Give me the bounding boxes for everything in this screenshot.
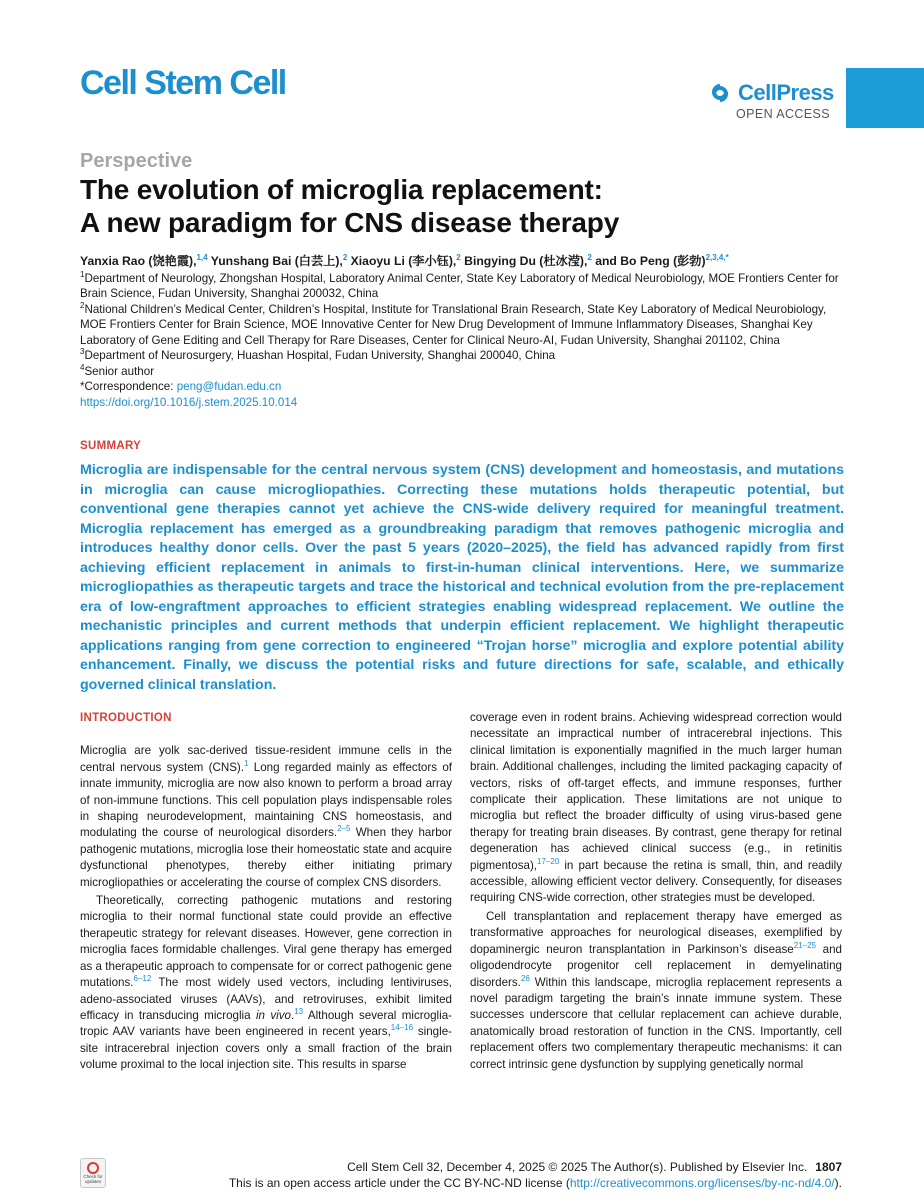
body-text: coverage even in rodent brains. Achieving widespread correction would necessitate an impractical number of intracerebral injections. This clinical limitation is exponentially magnified in the much larger human brain. Additional challenges, including the limited packaging capacity of vectors, risks of off-target effects, and immune responses, further complicate their application. These limitations are not unique to microglia but reflect the broader difficulty of using virus-based gene therapy for treating brain diseases. By contrast, gene therapy for retinal degeneration has achieved clinical success (e.g., in retinitis pigmentosa), — [470, 711, 842, 872]
open-access-label: OPEN ACCESS — [736, 107, 831, 121]
author-affiliation-ref: 2 — [587, 252, 592, 262]
check-for-updates-button[interactable] — [80, 1158, 106, 1188]
cellpress-mark-icon — [706, 80, 734, 106]
affiliation-1: $^1$Department of Neurology, Zhongshan Hospital, Laboratory Animal Center, State Key Laboratory of Medical Neurobiology, MOE Frontiers Center for Brain Science, Fudan University, Shanghai 200032, China — [80, 269, 839, 300]
page-number: 1807 — [815, 1160, 842, 1174]
affiliation-2: $^2$National Children’s Medical Center, Children’s Hospital, Institute for Translational Brain Research, State Key Laboratory of Medical Neurobiology, MOE Frontiers Center for Brain Science, MOE Innovative Center for New Drug Development of Immune Inflammatory Diseases, Shanghai Key Laboratory of Gene Editing and Cell Therapy for Rare Diseases, Center for Clinical Neuro-AI, Fudan University, Shanghai 201102, China — [80, 300, 827, 347]
body-text: When they harbor pathogenic mutations, microglia lose their homeostatic state and acquire dysfunctional phenotypes, thereby either initiating primary microgliopathies or accelerating the course of complex CNS disorders. — [80, 826, 452, 889]
body-text: Microglia are yolk sac-derived tissue-resident immune cells in the central nervous system (CNS). — [80, 744, 452, 774]
affiliation-4: $^4$Senior author — [80, 362, 155, 378]
doi-link[interactable]: https://doi.org/10.1016/j.stem.2025.10.014 — [80, 395, 298, 409]
affiliation-3: $^3$Department of Neurosurgery, Huashan Hospital, Fudan University, Shanghai 200040, China — [80, 347, 556, 362]
intro-paragraph-2 — [80, 893, 452, 1073]
summary-text: Microglia are indispensable for the central nervous system (CNS) development and homeostasis, and mutations in microglia can cause microgliopathies. Correcting these mutations holds therapeutic potential, but conventional gene therapies cannot yet achieve the CNS-wide delivery required for meaningful treatment. Microglia replacement has emerged as a groundbreaking paradigm that removes pathogenic microglia and introduces healthy donor cells. Over the past 5 years (2020–2025), the field has advanced rapidly from first achieving efficient replacement in animals to first-in-human clinical interventions. Here, we summarize microgliopathies as therapeutic targets and trace the historical and technical evolution from the pre-replacement era of low-engraftment approaches to efficient strategies enabling widespread replacement. We outline the mechanistic principles and current methods that underpin efficient replacement. We highlight therapeutic applications ranging from gene correction to engineered “Trojan horse” microglia and explore potential ability enhancement. Finally, we discuss the potential risks and future directions for safe, scalable, and ethically governed clinical translation. — [80, 462, 844, 693]
citation-link[interactable]: 1 — [244, 758, 249, 768]
citation-link[interactable]: 21–25 — [793, 940, 816, 950]
cellpress-logo[interactable] — [706, 80, 842, 121]
author-affiliation-ref: 2,3,4,* — [705, 252, 729, 262]
author-name: Xiaoyu Li (李小钰), — [347, 254, 457, 268]
body-text: The most widely used vectors, including lentiviruses, adeno-associated viruses (AAVs), and retroviruses, exhibit limited efficacy in transducing microglia — [80, 976, 452, 1022]
author-name: Bingying Du (杜冰滢), — [460, 254, 588, 268]
citation-link[interactable]: 17–20 — [537, 856, 560, 866]
body-text: . — [290, 1008, 295, 1022]
footer-citation: Cell Stem Cell 32, December 4, 2025 © 2025 The Author(s). Published by Elsevier Inc. 1807 — [347, 1160, 842, 1174]
body-text: in part because the retina is small, thin, and readily accessible, allowing efficient vector delivery. Consequently, for diseases requiring CNS-wide correction, other strategies must be developed. — [470, 858, 842, 905]
license-link[interactable]: http://creativecommons.org/licenses/by-nc-nd/4.0/ — [569, 1176, 835, 1190]
author-affiliation-ref: 1,4 — [196, 252, 208, 262]
body-text: Cell transplantation and replacement therapy have emerged as transformative approaches for neurological diseases, exemplified by dopaminergic neuron transplantation in Parkinson’s disease — [470, 909, 842, 956]
citation-link[interactable]: 6–12 — [133, 974, 152, 984]
journal-title: Cell Stem Cell — [80, 64, 286, 102]
column-left — [80, 710, 452, 1074]
citation-link[interactable]: 14–16 — [390, 1023, 414, 1033]
title-line-1: The evolution of microglia replacement: — [80, 174, 603, 205]
header-tab-decoration — [846, 68, 924, 128]
citation-link[interactable]: 2–5 — [337, 824, 351, 834]
title-line-2: A new paradigm for CNS disease therapy — [80, 207, 620, 238]
body-text: Within this landscape, microglia replacement represents a novel paradigm targeting the brain’s innate immune system. These successes underscore that cellular replacement can achieve durable, anatomically broad restoration of function in the CNS. Importantly, cell replacement offers two complementary therapeutic mechanisms: it can correct intrinsic gene dysfunction by supplying genetically normal — [470, 975, 842, 1071]
article-type: Perspective — [80, 150, 193, 172]
author-block — [80, 254, 840, 410]
check-updates-icon — [87, 1162, 99, 1174]
footer-license: This is an open access article under the CC BY-NC-ND license (http://creativecommons.org/licenses/by-nc-nd/4.0/). — [228, 1176, 842, 1190]
author-affiliation-ref: 2 — [456, 252, 461, 262]
introduction-heading: INTRODUCTION — [80, 712, 172, 724]
body-text: and oligodendrocyte progenitor cell replacement in demyelinating disorders. — [470, 942, 842, 989]
author-affiliation-ref: 2 — [342, 252, 348, 262]
body-text: single-site intracerebral injection covers only a small fraction of the brain volume proximal to the local injection site. This results in sparse — [80, 1025, 452, 1072]
intro-paragraph-3 — [470, 710, 842, 907]
author-list — [80, 254, 840, 270]
italic-text: in vivo — [255, 1008, 291, 1022]
author-name: Yanxia Rao (饶艳霞), — [80, 254, 197, 268]
column-right — [470, 710, 842, 1073]
author-name: and Bo Peng (彭勃) — [591, 254, 706, 268]
author-name: Yunshang Bai (白芸上), — [207, 254, 343, 268]
cellpress-name: CellPress — [738, 80, 834, 105]
body-text: Long regarded mainly as effectors of innate immunity, microglia are now also known to perform a broad array of non-immune functions. This cell population plays indispensable roles in shaping neurodevelopment, maintaining CNS homeostasis, and modulating the course of neurological disorders. — [80, 760, 452, 840]
citation-link[interactable]: 13 — [294, 1007, 304, 1017]
citation-link[interactable]: 26 — [520, 973, 530, 983]
intro-paragraph-1 — [80, 743, 452, 891]
email-link[interactable]: peng@fudan.edu.cn — [176, 380, 282, 393]
summary-heading: SUMMARY — [80, 440, 142, 452]
article-title — [80, 173, 840, 239]
body-text: Theoretically, correcting pathogenic mutations and restoring microglia to their normal functional state could provide an effective therapeutic strategy for relevant diseases. However, gene correction in microglia faces formidable challenges. Viral gene therapy has emerged as a therapeutic approach to compensate for or correct pathogenic gene mutations. — [80, 894, 452, 990]
body-text: Although several microglia-tropic AAV variants have been engineered in recent years, — [80, 1008, 453, 1039]
check-updates-label: Check for updates — [83, 1174, 103, 1184]
intro-paragraph-4 — [470, 909, 842, 1073]
correspondence: *Correspondence: peng@fudan.edu.cn — [80, 380, 282, 393]
